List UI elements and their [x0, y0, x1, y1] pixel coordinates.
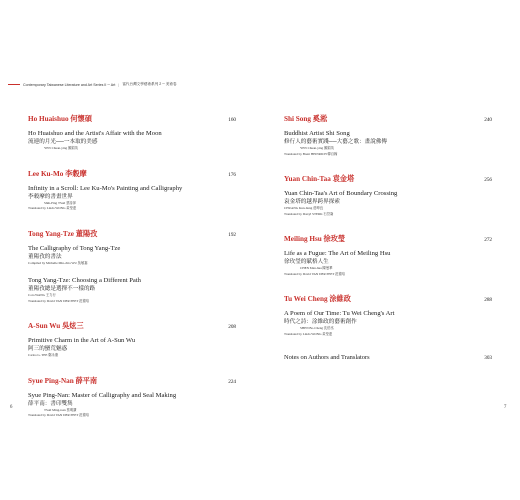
article-title-en[interactable]: Tong Yang-Tze: Choosing a Different Path: [28, 277, 141, 284]
translator-credit: Translated by Linda WONG 黃瑩達: [28, 206, 77, 210]
artist-name[interactable]: Shi Song 奚淞: [284, 115, 328, 123]
page-number: 272: [484, 237, 492, 243]
article-title-zh: 薛平南：書印雙雋: [28, 400, 73, 407]
artist-name[interactable]: Ho Huaishuo 何懷碩: [28, 115, 92, 123]
translator-credit: Translated by Darryl STERK 石岱崙: [284, 211, 334, 216]
page-number: 240: [484, 117, 492, 123]
toc-article: [284, 129, 492, 157]
author-credit: YEN Chuan-ying 顏娟英: [300, 146, 334, 150]
artist-name[interactable]: Tu Wei Cheng 涂維政: [284, 295, 351, 303]
section-heading: [28, 376, 236, 386]
series-title-en: Contemporary Taiwanese Literature and Art Series II ─ Art: [23, 82, 116, 87]
author-credit: TSAI Ming-tsan 蔡明讚: [44, 407, 77, 412]
toc-article: [28, 129, 236, 152]
article-title-en[interactable]: A Poem of Our Time: Tu Wei Cheng's Art: [284, 310, 395, 317]
author-credit: CHUANG Kun-liang 莊坤良: [284, 206, 324, 210]
toc-article: [28, 276, 236, 304]
header-separator: |: [118, 82, 120, 87]
artist-name[interactable]: Meiling Hsu 徐玫瑩: [284, 235, 346, 243]
notes-label: Notes on Authors and Translators: [284, 354, 370, 361]
section-heading: [284, 174, 492, 184]
article-title-zh: 董陽孜總是選擇不一樣的路: [28, 286, 96, 292]
series-title-zh: 當代台灣文學藝術系列 2 ─ 美術卷: [122, 82, 177, 86]
toc-section: [284, 174, 492, 217]
article-title-en[interactable]: Ho Huaishuo and the Artist's Affair with the Moon: [28, 130, 162, 137]
page-number: 256: [484, 177, 492, 183]
translator-credit: Translated by David VAN DER PEET 范德培: [284, 271, 346, 276]
toc-section: [284, 294, 492, 337]
author-credit: Carlos G. TEE 鄭永康: [28, 353, 59, 357]
section-heading: [28, 321, 236, 331]
page-number: 208: [228, 324, 236, 330]
translator-credit: Translated by Linda WONG 黃瑩達: [284, 331, 333, 336]
page-number: 288: [484, 297, 492, 303]
toc-section: [28, 114, 236, 152]
author-credit: Shih-Ping TSAI 蔡詩萍: [44, 200, 76, 205]
article-title-en[interactable]: The Calligraphy of Tong Yang-Tze: [28, 244, 121, 252]
toc-article: [28, 244, 236, 267]
author-credit: CHEN Man-hua 陳曼華: [300, 266, 333, 270]
article-title-en[interactable]: Infinity in a Scroll: Lee Ku-Mo's Painting and Calligraphy: [28, 184, 183, 192]
running-header: [8, 82, 177, 87]
page-number: 176: [228, 171, 236, 178]
right-page-toc: [284, 114, 492, 361]
author-credit: Cora WANG 王力行: [28, 293, 56, 297]
toc-section: [284, 114, 492, 157]
folio-right: 7: [504, 405, 507, 410]
article-title-en[interactable]: Life as a Fugue: The Art of Meiling Hsu: [284, 250, 391, 257]
artist-name[interactable]: Lee Ku-Mo 李穀摩: [28, 169, 87, 178]
section-heading: [284, 234, 492, 244]
left-page-toc: [28, 114, 236, 436]
author-credit: YEN Chuan-ying 顏娟英: [44, 146, 78, 150]
article-title-zh: 袁金塔的越界跨界探索: [284, 199, 340, 205]
toc-section: [28, 321, 236, 359]
toc-article: [28, 391, 236, 419]
section-heading: [284, 294, 492, 304]
toc-section: [28, 169, 236, 212]
article-title-en[interactable]: Buddhist Artist Shi Song: [284, 130, 350, 137]
article-title-zh: 修行人的藝術實踐──大藝之歌：畫說佛傳: [284, 139, 388, 145]
article-title-zh: 時代之詩：涂維政的藝術創作: [284, 319, 357, 325]
section-heading: [28, 169, 236, 179]
section-heading: [28, 229, 236, 239]
translator-credit: Translated by Brent HEINRICH 韓百翰: [284, 151, 338, 156]
artist-name[interactable]: A-Sun Wu 吳炫三: [28, 322, 84, 330]
page-number: 160: [228, 117, 236, 123]
toc-section: [284, 234, 492, 277]
toc-section: [28, 229, 236, 305]
article-title-zh: 流連的月光──一本取的美感: [28, 139, 98, 145]
page-number: 192: [228, 231, 236, 238]
artist-name[interactable]: Syue Ping-Nan 薛平南: [28, 376, 98, 385]
page-number: 224: [228, 378, 236, 385]
toc-article: [284, 309, 492, 337]
toc-section: [28, 376, 236, 419]
author-credit: SHEN Bo-Cheng 沈伯丞: [300, 326, 334, 330]
article-title-en[interactable]: Yuan Chin-Taa's Art of Boundary Crossing: [284, 190, 398, 197]
article-title-zh: 徐玫瑩的賦格人生: [284, 259, 329, 265]
toc-notes-entry[interactable]: [284, 354, 492, 361]
article-title-zh: 董陽孜的書法: [28, 253, 62, 260]
folio-left: 6: [10, 405, 13, 410]
artist-name[interactable]: Yuan Chin-Taa 袁金塔: [284, 175, 355, 183]
article-title-zh: 李穀摩的書畫世界: [28, 193, 73, 200]
translator-credit: Translated by David VAN DER PEET 范德培: [28, 298, 90, 303]
toc-article: [28, 336, 236, 359]
page-number: 303: [484, 355, 492, 361]
toc-article: [284, 189, 492, 217]
article-title-zh: 阿三的蠻荒魅惑: [28, 346, 68, 352]
compiler-credit: Compiled by Michelle Min-chia WU 吳敏嘉: [28, 260, 88, 265]
article-title-en[interactable]: Primitive Charm in the Art of A-Sun Wu: [28, 337, 136, 344]
section-heading: [28, 114, 236, 124]
section-heading: [284, 114, 492, 124]
article-title-en[interactable]: Syue Ping-Nan: Master of Calligraphy and Seal Making: [28, 391, 177, 399]
artist-name[interactable]: Tong Yang-Tze 董陽孜: [28, 229, 98, 238]
toc-article: [284, 249, 492, 277]
translator-credit: Translated by David VAN DER PEET 范德培: [28, 413, 90, 417]
header-rule: [8, 84, 20, 85]
toc-article: [28, 184, 236, 212]
